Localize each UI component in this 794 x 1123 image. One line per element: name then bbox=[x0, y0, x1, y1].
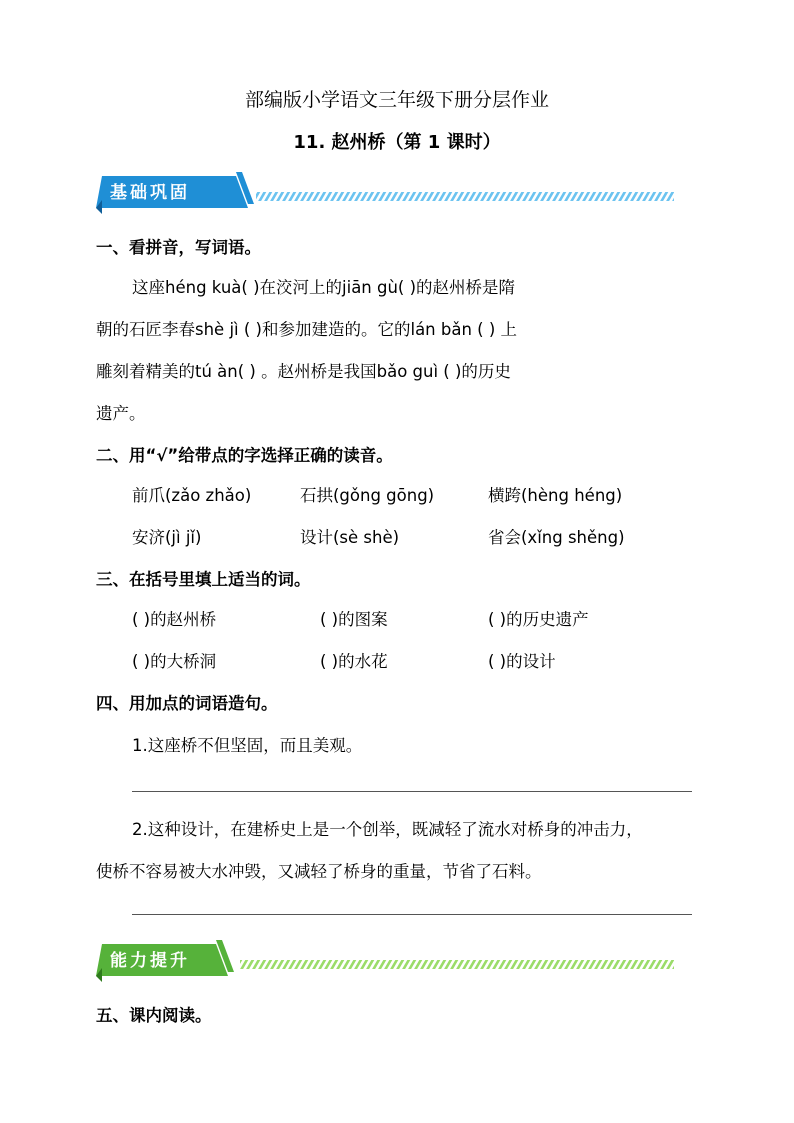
pinyin-item: 省会(xǐng shěng) bbox=[488, 528, 625, 547]
section1-line-2: 朝的石匠李春shè jì ( )和参加建造的。它的lán bǎn ( ) 上 bbox=[96, 320, 518, 339]
banner-advanced bbox=[96, 938, 686, 982]
pinyin-item: 设计(sè shè) bbox=[300, 528, 400, 547]
banner-basic bbox=[96, 170, 686, 214]
page-title: 部编版小学语文三年级下册分层作业 bbox=[244, 89, 549, 111]
fill-item: ( )的水花 bbox=[320, 652, 388, 671]
section1-heading: 一、看拼音，写词语。 bbox=[96, 238, 261, 257]
section4-heading: 四、用加点的词语造句。 bbox=[96, 694, 278, 713]
section3-heading: 三、在括号里填上适当的词。 bbox=[96, 570, 311, 589]
pinyin-item: 石拱(gǒng gōng) bbox=[300, 486, 435, 505]
pinyin-item: 前爪(zǎo zhǎo) bbox=[132, 486, 252, 505]
fill-item: ( )的历史遗产 bbox=[488, 610, 589, 629]
section1-line-4: 遗产。 bbox=[96, 404, 146, 423]
section1-line-3: 雕刻着精美的tú àn( ) 。赵州桥是我国bǎo guì ( )的历史 bbox=[96, 362, 511, 381]
banner-basic-label: 基础巩固 bbox=[110, 183, 190, 203]
fill-item: ( )的设计 bbox=[488, 652, 556, 671]
fill-item: ( )的大桥洞 bbox=[132, 652, 217, 671]
section2-heading: 二、用“√”给带点的字选择正确的读音。 bbox=[96, 446, 393, 465]
answer-line-2[interactable] bbox=[132, 914, 692, 915]
section5-heading: 五、课内阅读。 bbox=[96, 1006, 212, 1025]
pinyin-item: 横跨(hèng héng) bbox=[488, 486, 623, 505]
answer-line-1[interactable] bbox=[132, 791, 692, 792]
pinyin-item: 安济(jì jǐ) bbox=[132, 528, 202, 547]
sentence-2-line-1: 2.这种设计，在建桥史上是一个创举，既减轻了流水对桥身的冲击力， bbox=[132, 820, 643, 839]
fill-item: ( )的赵州桥 bbox=[132, 610, 217, 629]
sentence-2-line-2: 使桥不容易被大水冲毁，又减轻了桥身的重量，节省了石料。 bbox=[96, 862, 542, 881]
sentence-1: 1.这座桥不但坚固，而且美观。 bbox=[132, 736, 363, 755]
section1-line-1: 这座héng kuà( )在洨河上的jiān gù( )的赵州桥是隋 bbox=[132, 278, 516, 297]
lesson-subtitle: 11. 赵州桥（第 1 课时） bbox=[293, 132, 501, 153]
banner-advanced-label: 能力提升 bbox=[110, 951, 190, 971]
fill-item: ( )的图案 bbox=[320, 610, 388, 629]
